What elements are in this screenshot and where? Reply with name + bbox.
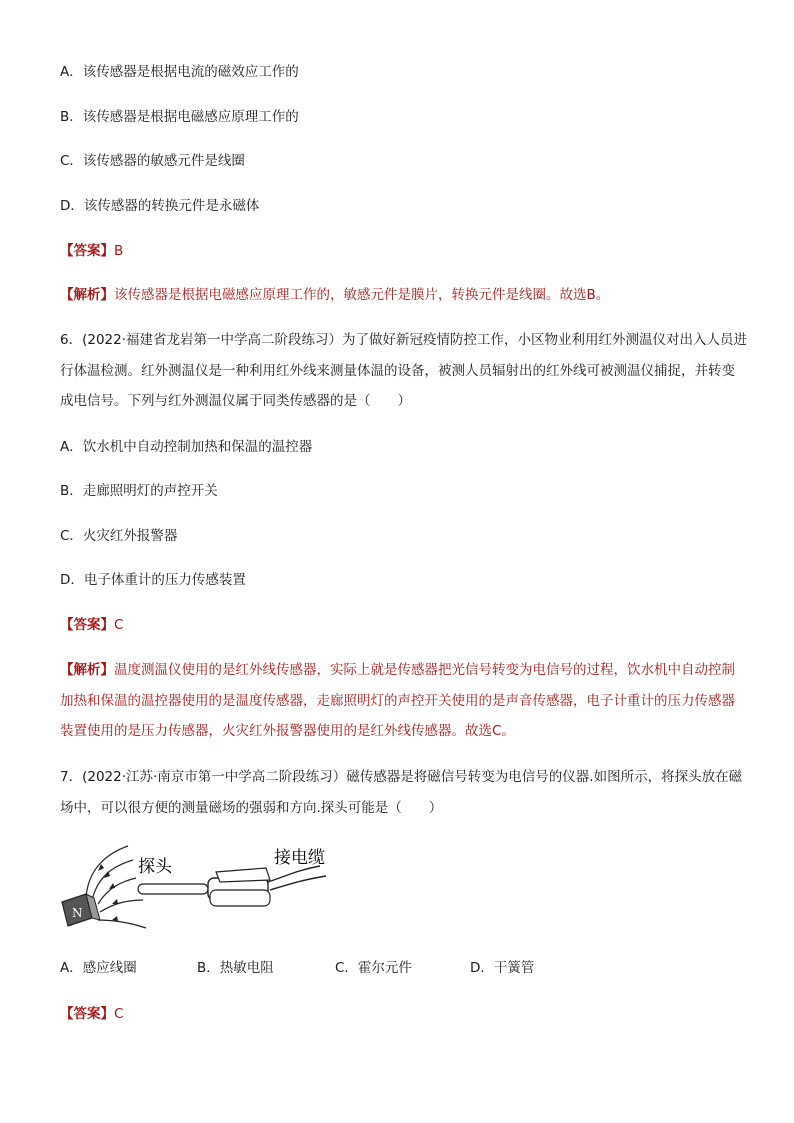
answer-tag: 【答案】	[60, 617, 114, 633]
q7-option-c: C．霍尔元件	[335, 960, 412, 976]
q5-option-c: C．该传感器的敏感元件是线圈	[60, 153, 245, 169]
q7-option-b: B．热敏电阻	[197, 960, 274, 976]
analysis-text: 温度测温仪使用的是红外线传感器，实际上就是传感器把光信号转变为电信号的过程，饮水机中自动控制加热和保温的温控器使用的是温度传感器，走廊照明灯的声控开关使用的是声音传感器，电子计重计的压力传感器装置使用的是压力传感器，火灾红外报警器使用的是红外线传感器。故选C。	[60, 662, 735, 739]
q5-answer	[60, 241, 123, 261]
answer-value: C	[114, 617, 124, 633]
q6-option-a: A．饮水机中自动控制加热和保温的温控器	[60, 439, 313, 455]
q7-option-d: D．干簧管	[470, 960, 535, 976]
magnet-icon	[62, 894, 100, 926]
q6-option-c: C．火灾红外报警器	[60, 528, 178, 544]
q7-option-a: A．感应线圈	[60, 960, 137, 976]
answer-value: C	[114, 1006, 124, 1022]
probe-figure	[58, 838, 358, 938]
probe-label: 探头	[138, 857, 172, 877]
q6-option-d: D．电子体重计的压力传感装置	[60, 572, 246, 588]
q6-answer	[60, 615, 123, 635]
q6-analysis	[60, 655, 748, 747]
q5-option-d: D．该传感器的转换元件是永磁体	[60, 198, 260, 214]
analysis-tag: 【解析】	[60, 287, 114, 303]
cable	[268, 866, 326, 890]
q5-analysis	[60, 285, 609, 305]
analysis-tag: 【解析】	[60, 662, 114, 678]
q5-option-b: B．该传感器是根据电磁感应原理工作的	[60, 109, 299, 125]
magnet-label: N	[72, 906, 83, 920]
probe-rod	[138, 884, 208, 894]
answer-value: B	[114, 243, 124, 259]
q6-stem: 6．(2022·福建省龙岩第一中学高二阶段练习）为了做好新冠疫情防控工作，小区物业利用红外测温仪对出入人员进行体温检测。红外测温仪是一种利用红外线来测量体温的设备，被测人员辐射出的红外线可被测温仪捕捉，并转变成电信号。下列与红外测温仪属于同类传感器的是（ ）	[60, 332, 748, 409]
probe-body	[208, 868, 270, 906]
q7-answer	[60, 1004, 123, 1024]
analysis-text: 该传感器是根据电磁感应原理工作的，敏感元件是膜片，转换元件是线圈。故选B。	[114, 287, 610, 303]
q7-stem: 7．(2022·江苏·南京市第一中学高二阶段练习）磁传感器是将磁信号转变为电信号的仪器.如图所示，将探头放在磁场中，可以很方便的测量磁场的强弱和方向.探头可能是（ ）	[60, 769, 743, 816]
answer-tag: 【答案】	[60, 243, 114, 259]
cable-label: 接电缆	[274, 848, 325, 868]
q5-option-a: A．该传感器是根据电流的磁效应工作的	[60, 64, 299, 80]
q6-option-b: B．走廊照明灯的声控开关	[60, 483, 218, 499]
answer-tag: 【答案】	[60, 1006, 114, 1022]
